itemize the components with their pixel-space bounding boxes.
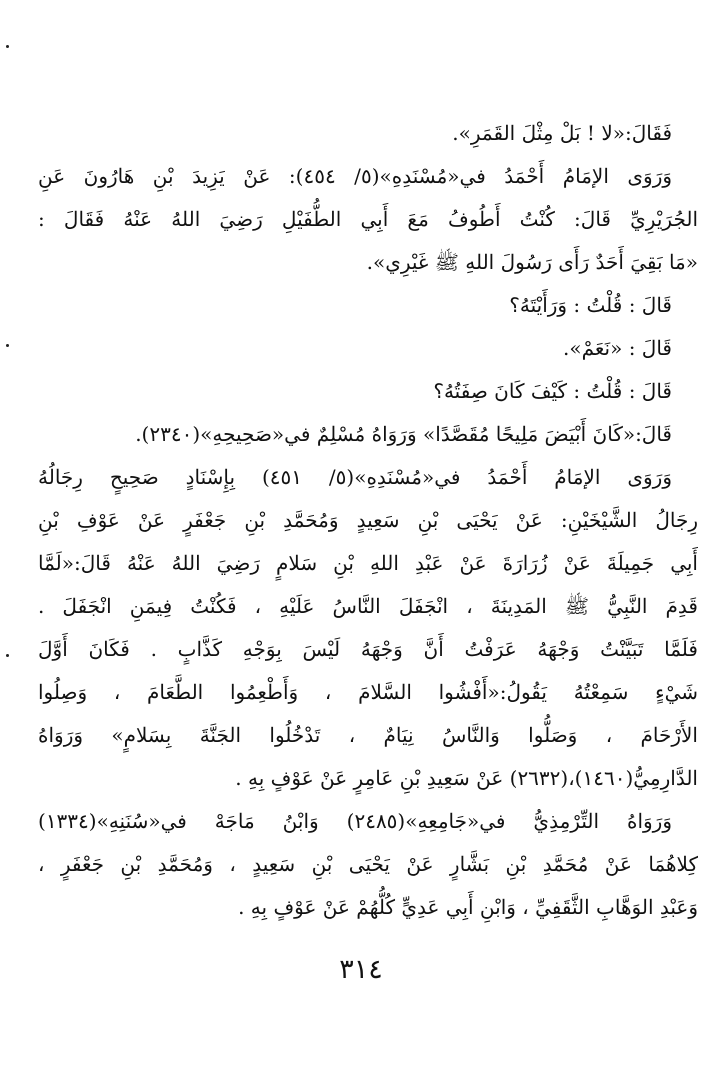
text-line-17: وَرَوَاهُ التِّرْمِذِيُّ في«جَامِعِهِ»(٢٤٨٥) وَابْنُ مَاجَهْ في«سُنَنِهِ»(١٣٣٤) [38, 809, 672, 833]
text-line-8: قَالَ:«كَانَ أَبْيَضَ مَلِيحًا مُقَصَّدًا» وَرَوَاهُ مُسْلِمٌ في«صَحِيحِهِ»(٢٣٤٠). [135, 422, 672, 446]
scan-edge-mark [6, 45, 9, 48]
text-line-16: الدَّارِمِيُّ(١٤٦٠)،(٢٦٣٢) عَنْ سَعِيدِ بْنِ عَامِرٍ عَنْ عَوْفٍ بِهِ . [235, 766, 698, 790]
scan-edge-mark [6, 654, 9, 657]
text-line-5: قَالَ : قُلْتُ : وَرَأَيْتَهُ؟ [509, 293, 672, 317]
text-line-10: رِجَالُ الشَّيْخَيْنِ: عَنْ يَحْيَى بْنِ سَعِيدٍ وَمُحَمَّدِ بْنِ جَعْفَرٍ عَنْ عَوْفِ بْنِ [38, 508, 698, 532]
scan-edge-mark [6, 344, 9, 347]
text-line-12: قَدِمَ النَّبِيُّ ﷺ المَدِينَةَ ، انْجَفَلَ النَّاسُ عَلَيْهِ ، فَكُنْتُ فِيمَنِ انْجَفَلَ . [38, 594, 698, 618]
text-line-15: الأَرْحَامَ ، وَصَلُّوا وَالنَّاسُ نِيَامٌ ، تَدْخُلُوا الجَنَّةَ بِسَلامٍ» وَرَوَاهُ [38, 723, 698, 747]
text-line-14: شَيْءٍ سَمِعْتُهُ يَقُولُ:«أَفْشُوا السَّلامَ ، وَأَطْعِمُوا الطَّعَامَ ، وَصِلُوا [38, 680, 698, 704]
text-line-1: فَقَالَ:«لا ! بَلْ مِثْلَ القَمَرِ». [452, 121, 672, 145]
text-line-13: فَلَمَّا تَبَيَّنْتُ وَجْهَهُ عَرَفْتُ أَنَّ وَجْهَهُ لَيْسَ بِوَجْهِ كَذَّابٍ . فَكَانَ أَوَّلَ [38, 637, 698, 661]
page-number: ٣١٤ [339, 954, 383, 985]
text-line-9: وَرَوَى الإمَامُ أَحْمَدُ في«مُسْنَدِهِ»(٥/ ٤٥١) بِإِسْنَادٍ صَحِيحٍ رِجَالُهُ [38, 465, 672, 489]
text-line-6: قَالَ : «نَعَمْ». [563, 336, 672, 360]
text-line-2: وَرَوَى الإمَامُ أَحْمَدُ في«مُسْنَدِهِ»(٥/ ٤٥٤): عَنْ يَزِيدَ بْنِ هَارُونَ عَنِ [38, 164, 673, 188]
body-text [38, 112, 698, 929]
text-line-18: كِلاهُمَا عَنْ مُحَمَّدِ بْنِ بَشَّارٍ عَنْ يَحْيَى بْنِ سَعِيدٍ ، وَمُحَمَّدِ بْنِ جَعْفَرٍ ، [38, 852, 698, 876]
text-line-11: أَبِي جَمِيلَةَ عَنْ زُرَارَةَ عَنْ عَبْدِ اللهِ بْنِ سَلامٍ رَضِيَ اللهُ عَنْهُ قَالَ:«لَمَّا [38, 551, 698, 575]
text-line-19: وَعَبْدِ الوَهَّابِ الثَّقَفِيِّ ، وَابْنِ أَبِي عَدِيٍّ كُلُّهُمْ عَنْ عَوْفٍ بِهِ . [238, 895, 698, 919]
text-line-7: قَالَ : قُلْتُ : كَيْفَ كَانَ صِفَتُهُ؟ [433, 379, 672, 403]
text-line-3: الجُرَيْرِيِّ قَالَ: كُنْتُ أَطُوفُ مَعَ أَبِي الطُّفَيْلِ رَضِيَ اللهُ عَنْهُ فَقَالَ : [38, 207, 698, 231]
text-line-4: «مَا بَقِيَ أَحَدٌ رَأَى رَسُولَ اللهِ ﷺ غَيْرِي». [366, 250, 698, 274]
